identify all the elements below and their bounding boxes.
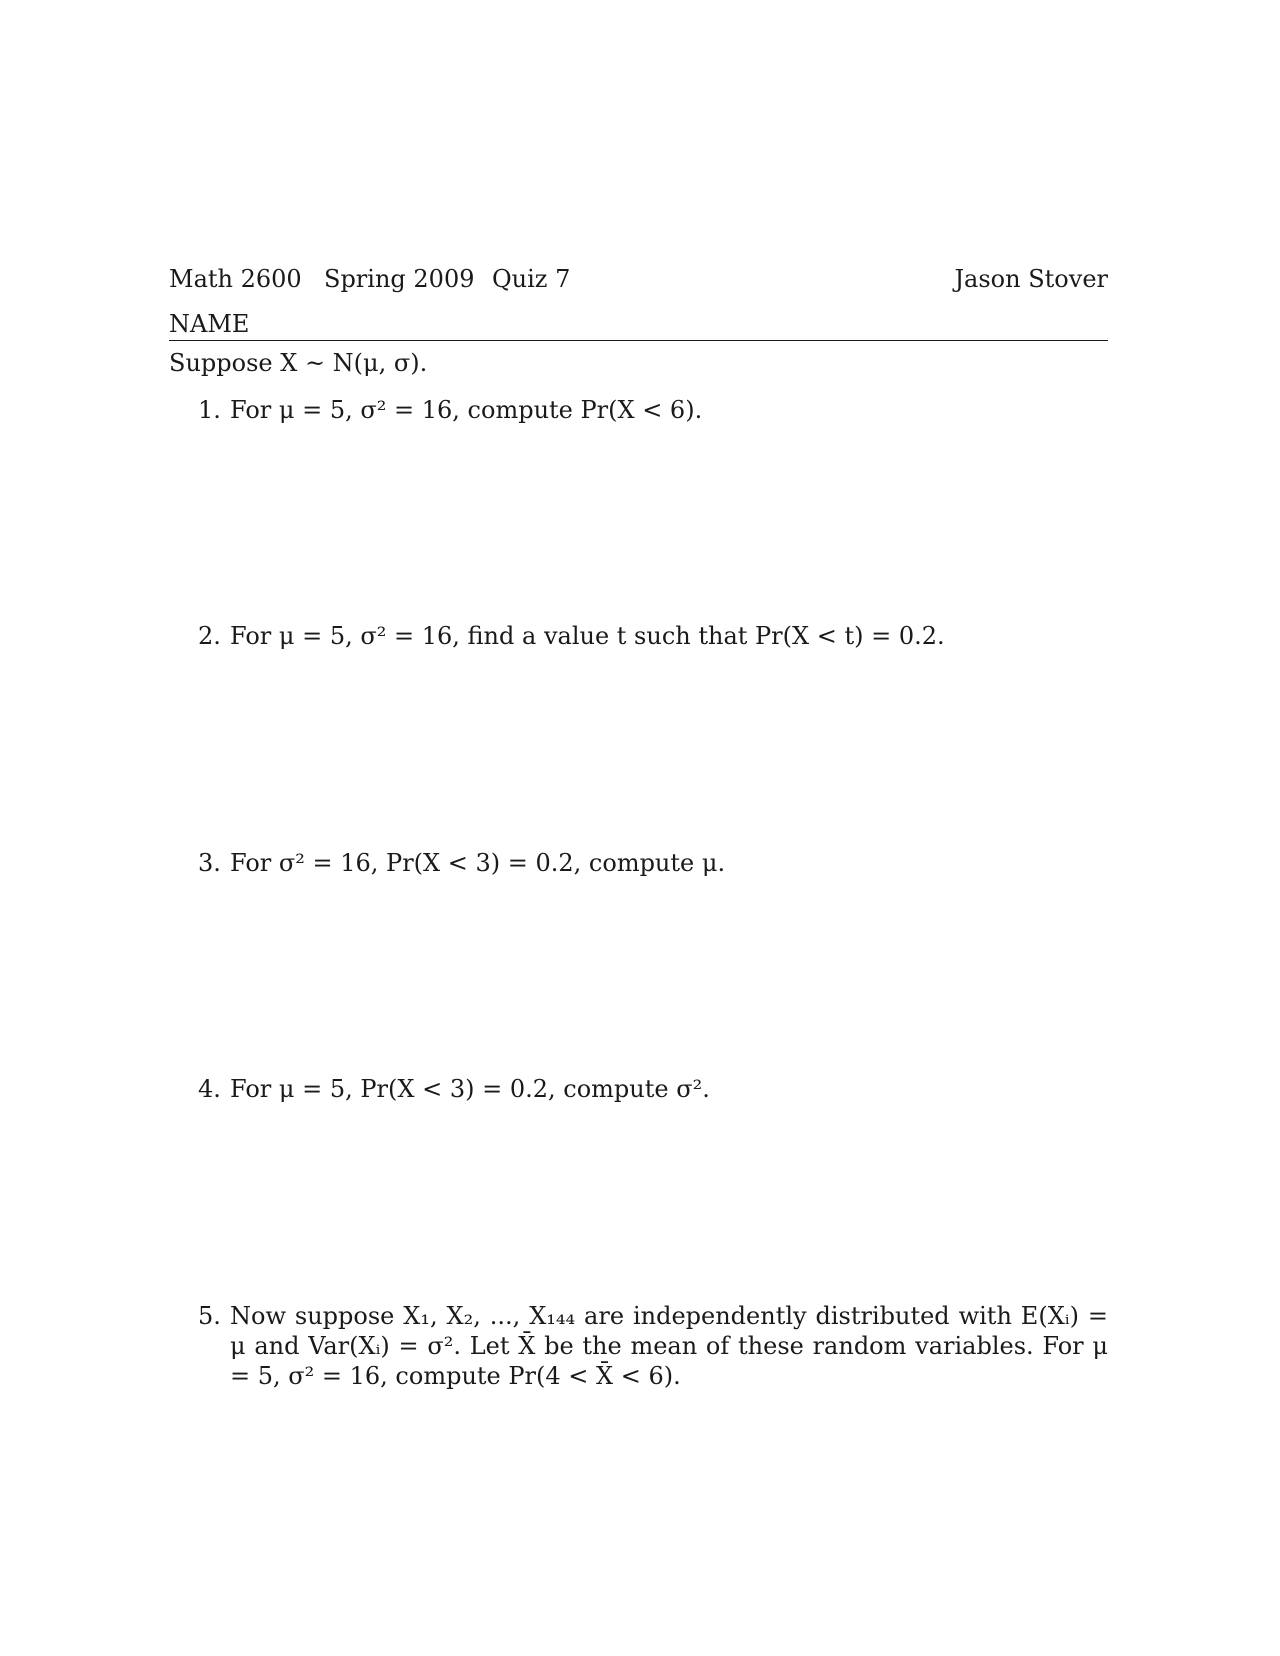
question-number: 2. <box>198 622 221 650</box>
premise-statement: Suppose X ~ N(μ, σ). <box>169 349 428 377</box>
question-text: Now suppose X₁, X₂, ..., X₁₄₄ are independently distributed with E(Xᵢ) = μ and Var(Xᵢ) = σ². Let X̄ be the mean of these random variables. For μ = 5, σ² = 16, compute Pr(4 < X̄ < 6). <box>230 1302 1108 1390</box>
question-2 <box>198 621 1108 651</box>
question-5 <box>198 1301 1108 1391</box>
name-field-line <box>169 309 1108 341</box>
quiz-header <box>169 264 1108 298</box>
question-3 <box>198 848 1108 878</box>
course-title: Math 2600 <box>169 265 302 293</box>
question-number: 1. <box>198 396 221 424</box>
question-number: 4. <box>198 1075 221 1103</box>
question-number: 5. <box>198 1302 221 1330</box>
term-label: Spring 2009 <box>324 265 475 293</box>
quiz-label: Quiz 7 <box>492 265 571 293</box>
question-1 <box>198 395 1108 425</box>
question-text: For μ = 5, Pr(X < 3) = 0.2, compute σ². <box>230 1075 710 1103</box>
question-4 <box>198 1074 1108 1104</box>
question-text: For μ = 5, σ² = 16, compute Pr(X < 6). <box>230 396 703 424</box>
author-name: Jason Stover <box>954 265 1108 293</box>
name-label: NAME <box>169 310 250 338</box>
question-number: 3. <box>198 849 221 877</box>
question-text: For μ = 5, σ² = 16, find a value t such that Pr(X < t) = 0.2. <box>230 622 945 650</box>
question-text: For σ² = 16, Pr(X < 3) = 0.2, compute μ. <box>230 849 726 877</box>
